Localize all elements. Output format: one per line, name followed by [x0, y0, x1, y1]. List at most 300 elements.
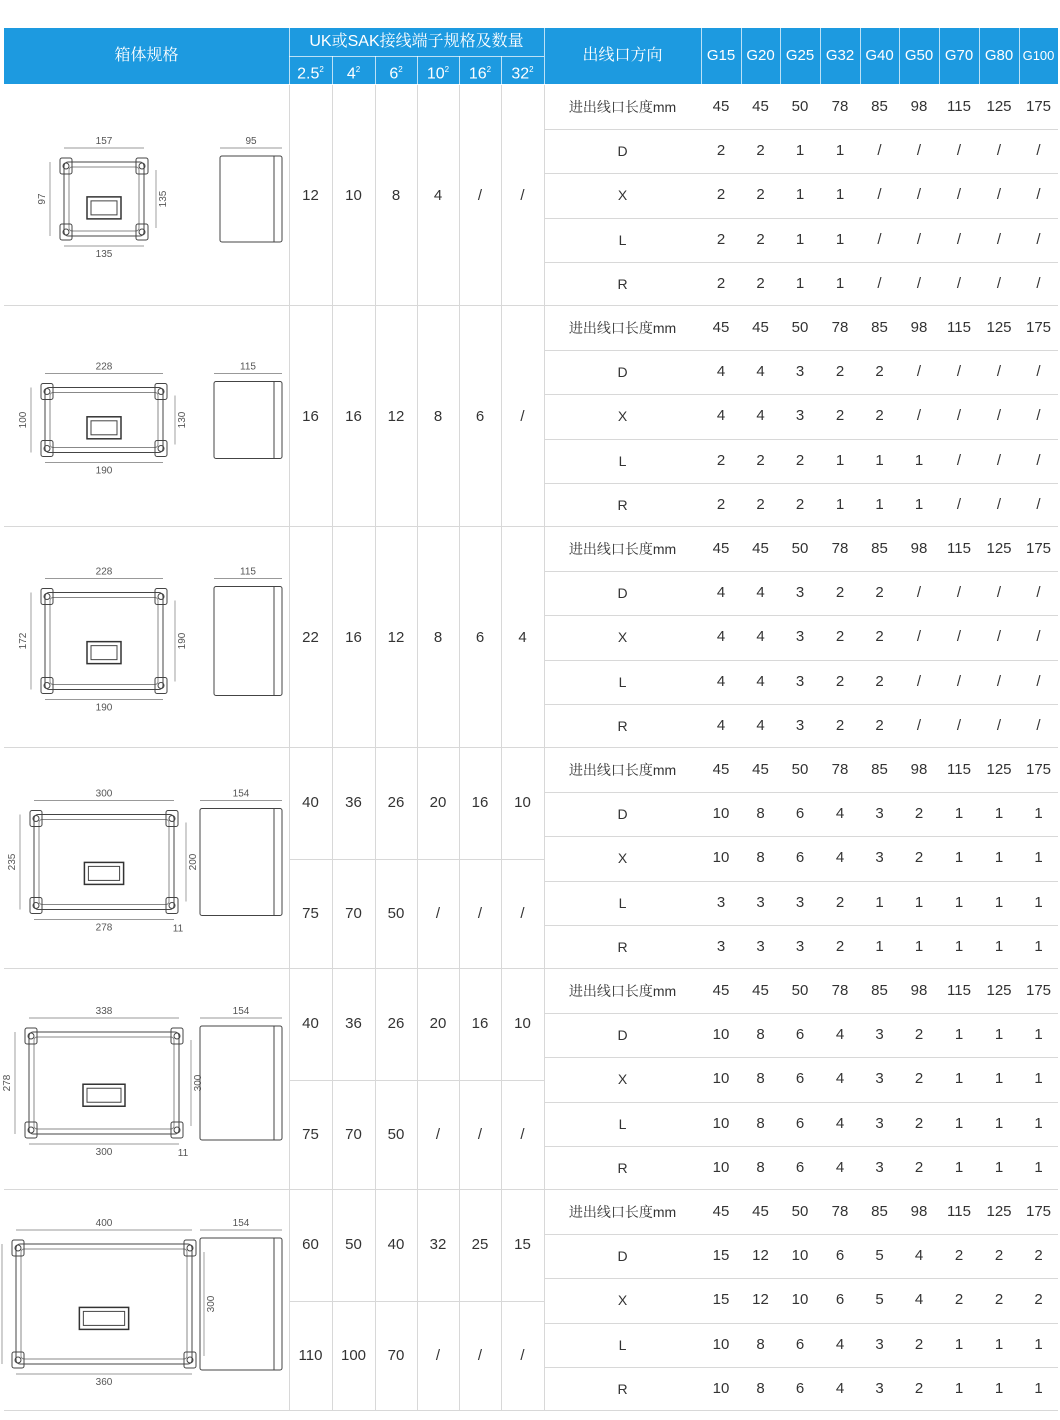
header-divider	[1019, 28, 1020, 84]
left-height-dimension: 97	[37, 193, 48, 205]
gland-qty-cell: 3	[756, 937, 765, 955]
gland-qty-cell: 1	[994, 1026, 1004, 1044]
gland-qty-cell: 3	[875, 1335, 884, 1353]
gland-qty-cell: 6	[795, 1070, 805, 1088]
enclosure-drawing	[4, 750, 286, 968]
gland-qty-cell: 1	[914, 495, 924, 513]
gland-qty-cell: /	[1036, 672, 1041, 690]
terminal-qty-cell: 36	[345, 794, 362, 811]
gland-qty-cell: 3	[716, 893, 726, 911]
gland-qty-cell: 2	[756, 230, 765, 248]
gland-qty-cell: /	[996, 407, 1002, 425]
gland-qty-cell: 1	[1034, 1070, 1043, 1088]
terminal-qty-cell: 110	[298, 1346, 323, 1364]
gland-qty-cell: 4	[716, 672, 726, 690]
gland-qty-cell: /	[916, 186, 922, 204]
gland-qty-cell: 1	[795, 274, 805, 292]
gland-qty-cell: 175	[1025, 1203, 1052, 1220]
gland-qty-cell: /	[996, 628, 1002, 646]
header-gland-size: G40	[865, 47, 894, 64]
gland-qty-cell: 2	[914, 1158, 924, 1176]
outlet-row-label: 进出线口长度mm	[568, 541, 677, 557]
terminal-qty-cell: /	[477, 1346, 483, 1364]
gland-qty-cell: 4	[756, 672, 765, 690]
gland-qty-cell: /	[996, 672, 1002, 690]
gland-qty-cell: 78	[831, 761, 849, 778]
gland-qty-cell: 98	[910, 1203, 928, 1220]
gland-qty-cell: 6	[795, 805, 805, 823]
gland-qty-cell: /	[996, 495, 1002, 513]
gland-qty-cell: 2	[1034, 1247, 1043, 1265]
gland-qty-cell: 115	[947, 540, 971, 557]
gland-qty-cell: 4	[835, 1379, 845, 1397]
terminal-qty-cell: 6	[475, 629, 485, 646]
outlet-row-label: L	[618, 231, 627, 248]
gland-qty-cell: 6	[835, 1291, 845, 1309]
header-terminal-size	[417, 56, 459, 84]
gland-qty-cell: 1	[954, 1158, 964, 1176]
gland-qty-cell: 4	[835, 1335, 845, 1353]
gland-qty-cell: 8	[756, 1026, 765, 1044]
outlet-row-label: X	[617, 629, 628, 646]
header-terminal-size	[332, 56, 375, 84]
gland-qty-cell: 6	[795, 1379, 805, 1397]
right-height-dimension: 190	[177, 632, 188, 650]
gland-qty-cell: 1	[954, 805, 964, 823]
gland-qty-cell: /	[877, 186, 882, 204]
header-divider	[417, 56, 418, 84]
header-divider	[939, 28, 940, 84]
gland-qty-cell: /	[1036, 230, 1041, 248]
gland-qty-cell: 2	[954, 1291, 964, 1309]
gland-qty-cell: 45	[712, 982, 730, 999]
gland-qty-cell: 4	[756, 628, 765, 646]
gland-qty-cell: 2	[835, 628, 845, 646]
outlet-row-label: L	[618, 452, 627, 469]
gland-qty-cell: 85	[871, 761, 888, 778]
gland-qty-cell: 4	[835, 1026, 845, 1044]
gland-qty-cell: 45	[712, 540, 730, 557]
header-terminal-group: UK或SAK接线端子规格及数量	[309, 33, 524, 50]
terminal-qty-cell: 15	[514, 1236, 531, 1253]
gland-qty-cell: 6	[795, 1335, 805, 1353]
terminal-qty-cell: 8	[391, 187, 401, 204]
gland-qty-cell: 3	[795, 893, 805, 911]
outlet-row-label: X	[617, 187, 628, 204]
gland-qty-cell: 1	[1034, 805, 1043, 823]
terminal-size-exp: 2	[355, 65, 361, 74]
gland-qty-cell: 6	[795, 1026, 805, 1044]
gland-qty-cell: 45	[712, 1203, 730, 1220]
gland-qty-cell: 10	[712, 805, 730, 823]
gland-qty-cell: 6	[795, 1114, 805, 1132]
terminal-qty-cell: 12	[302, 187, 319, 204]
gland-qty-cell: /	[916, 584, 922, 602]
bottom-dimension: 135	[95, 249, 113, 260]
terminal-qty-cell: /	[520, 904, 525, 922]
gland-qty-cell: /	[916, 363, 922, 381]
gland-qty-cell: 98	[910, 982, 928, 999]
gland-qty-cell: 45	[752, 982, 769, 999]
side-depth-dimension: 154	[232, 1006, 250, 1017]
gland-qty-cell: /	[956, 495, 962, 513]
gland-qty-cell: 1	[914, 893, 924, 911]
gland-qty-cell: 2	[795, 451, 805, 469]
gland-qty-cell: 8	[756, 1070, 765, 1088]
gland-qty-cell: 1	[994, 1335, 1004, 1353]
gland-qty-cell: 1	[1034, 1026, 1043, 1044]
header-divider	[820, 28, 821, 84]
bottom-dimension: 360	[95, 1377, 113, 1388]
gland-qty-cell: 2	[756, 142, 765, 160]
gland-qty-cell: 1	[954, 893, 964, 911]
gland-qty-cell: 1	[835, 274, 845, 292]
gland-qty-cell: 1	[994, 1114, 1004, 1132]
gland-qty-cell: /	[996, 274, 1002, 292]
left-height-dimension: 100	[18, 411, 29, 429]
gland-qty-cell: 1	[954, 937, 964, 955]
gland-qty-cell: 175	[1025, 761, 1052, 778]
gland-qty-cell: 1	[1034, 1114, 1043, 1132]
gland-qty-cell: 1	[994, 937, 1004, 955]
terminal-qty-cell: 70	[345, 904, 362, 922]
terminal-qty-cell: 36	[345, 1015, 362, 1032]
gland-qty-cell: 1	[954, 1114, 964, 1132]
gland-qty-cell: 1	[875, 893, 884, 911]
gland-qty-cell: 1	[1034, 1379, 1043, 1397]
gland-qty-cell: 2	[716, 142, 726, 160]
gland-qty-cell: 8	[756, 1379, 765, 1397]
terminal-qty-cell: 16	[471, 794, 489, 811]
gland-qty-cell: 4	[835, 1070, 845, 1088]
terminal-qty-cell: 10	[514, 1015, 531, 1032]
gland-qty-cell: /	[996, 142, 1002, 160]
gland-qty-cell: 115	[947, 319, 971, 336]
terminal-qty-cell: /	[520, 408, 525, 425]
gland-qty-cell: 50	[791, 98, 809, 115]
gland-qty-cell: 4	[835, 849, 845, 867]
terminal-size-base: 6	[389, 65, 399, 83]
width-dimension: 228	[95, 361, 113, 373]
outlet-row-label: R	[617, 1380, 628, 1397]
gland-qty-cell: 1	[1034, 893, 1043, 911]
gland-qty-cell: /	[956, 142, 962, 160]
gland-qty-cell: 8	[756, 805, 765, 823]
gland-qty-cell: /	[877, 230, 882, 248]
terminal-qty-cell: /	[435, 1125, 441, 1143]
gland-qty-cell: 85	[871, 982, 888, 999]
gland-qty-cell: 3	[875, 849, 884, 867]
terminal-qty-cell: 10	[514, 794, 531, 811]
outlet-row-label: 进出线口长度mm	[568, 762, 677, 778]
header-gland-size: G50	[904, 47, 934, 64]
gland-qty-cell: 4	[835, 1158, 845, 1176]
gland-qty-cell: /	[1036, 142, 1041, 160]
gland-qty-cell: 2	[716, 186, 726, 204]
gland-qty-cell: 3	[795, 672, 805, 690]
terminal-qty-cell: 40	[302, 1015, 319, 1032]
gland-qty-cell: 175	[1025, 982, 1052, 999]
outlet-row-label: R	[617, 496, 628, 513]
width-dimension: 400	[95, 1218, 113, 1229]
side-depth-dimension: 115	[240, 361, 256, 373]
gland-qty-cell: 4	[914, 1247, 924, 1265]
gland-qty-cell: 10	[712, 1026, 730, 1044]
gland-qty-cell: 78	[831, 98, 849, 115]
gland-qty-cell: 45	[752, 98, 769, 115]
gland-qty-cell: 2	[835, 937, 845, 955]
outlet-row-label: D	[617, 143, 628, 160]
gland-qty-cell: 2	[716, 230, 726, 248]
gland-qty-cell: 50	[791, 1203, 809, 1220]
width-dimension: 338	[95, 1006, 113, 1017]
outlet-row-label: 进出线口长度mm	[568, 99, 677, 115]
outlet-row-label: L	[618, 894, 627, 911]
terminal-qty-cell: /	[435, 1346, 441, 1364]
gland-qty-cell: 3	[875, 1070, 884, 1088]
gland-qty-cell: 2	[756, 274, 765, 292]
outlet-row-label: D	[617, 806, 628, 823]
terminal-qty-cell: 50	[387, 904, 405, 922]
gland-qty-cell: 3	[795, 363, 805, 381]
gland-qty-cell: 10	[712, 1335, 730, 1353]
terminal-qty-cell: 75	[302, 904, 319, 922]
gland-qty-cell: 2	[914, 1379, 924, 1397]
gland-qty-cell: 2	[875, 407, 884, 425]
enclosure-drawing	[4, 87, 286, 305]
enclosure-drawing	[4, 308, 286, 526]
gland-qty-cell: 2	[756, 495, 765, 513]
flange-dimension: 11	[177, 1148, 189, 1159]
gland-qty-cell: 2	[835, 584, 845, 602]
terminal-qty-cell: 100	[340, 1346, 367, 1364]
gland-qty-cell: 6	[795, 1158, 805, 1176]
gland-qty-cell: 45	[712, 761, 730, 778]
gland-qty-cell: 4	[756, 584, 765, 602]
side-depth-dimension: 154	[232, 1218, 250, 1229]
gland-qty-cell: 1	[914, 937, 924, 955]
gland-qty-cell: 5	[875, 1291, 884, 1309]
gland-qty-cell: /	[916, 672, 922, 690]
terminal-size-base: 4	[346, 65, 356, 83]
gland-qty-cell: 85	[871, 540, 888, 557]
header-divider	[741, 28, 742, 84]
gland-qty-cell: 2	[875, 363, 884, 381]
gland-qty-cell: /	[956, 672, 962, 690]
header-divider	[459, 56, 460, 84]
gland-qty-cell: 2	[835, 672, 845, 690]
terminal-size-base: 2.5	[297, 65, 320, 83]
outlet-row-label: D	[617, 1248, 628, 1265]
gland-qty-cell: 1	[835, 186, 845, 204]
gland-qty-cell: 98	[910, 98, 928, 115]
gland-qty-cell: 4	[756, 407, 765, 425]
terminal-qty-cell: 12	[387, 408, 405, 425]
gland-qty-cell: /	[877, 142, 882, 160]
gland-qty-cell: 115	[947, 98, 971, 115]
outlet-row-label: R	[617, 938, 628, 955]
bottom-dimension: 190	[95, 465, 113, 477]
header-divider	[544, 28, 545, 84]
gland-qty-cell: 1	[954, 1070, 964, 1088]
gland-qty-cell: /	[996, 584, 1002, 602]
right-height-dimension: 200	[188, 853, 199, 871]
gland-qty-cell: /	[996, 230, 1002, 248]
gland-qty-cell: 1	[875, 495, 884, 513]
gland-qty-cell: 45	[752, 761, 769, 778]
gland-qty-cell: 1	[835, 495, 845, 513]
gland-qty-cell: 15	[712, 1247, 730, 1265]
gland-qty-cell: /	[996, 716, 1002, 734]
terminal-qty-cell: 22	[302, 629, 319, 646]
gland-qty-cell: 50	[791, 319, 809, 336]
terminal-qty-cell: 4	[518, 629, 527, 646]
gland-qty-cell: 1	[1034, 1158, 1043, 1176]
terminal-qty-cell: 40	[387, 1236, 405, 1253]
outlet-row-label: L	[618, 673, 627, 690]
terminal-qty-cell: 8	[433, 629, 443, 646]
gland-qty-cell: 1	[835, 451, 845, 469]
gland-qty-cell: /	[1036, 363, 1041, 381]
gland-qty-cell: 1	[875, 937, 884, 955]
gland-qty-cell: 3	[795, 937, 805, 955]
gland-qty-cell: 5	[875, 1247, 884, 1265]
gland-qty-cell: 78	[831, 1203, 849, 1220]
gland-qty-cell: 4	[756, 363, 765, 381]
gland-qty-cell: 1	[994, 1070, 1004, 1088]
gland-qty-cell: /	[956, 451, 962, 469]
gland-qty-cell: /	[1036, 495, 1041, 513]
gland-qty-cell: 2	[835, 716, 845, 734]
gland-qty-cell: /	[916, 628, 922, 646]
gland-qty-cell: /	[1036, 407, 1041, 425]
outlet-row-label: R	[617, 717, 628, 734]
gland-qty-cell: /	[956, 230, 962, 248]
header-divider	[289, 56, 544, 57]
gland-qty-cell: 125	[986, 982, 1012, 999]
gland-qty-cell: /	[956, 186, 962, 204]
header-terminal-size	[501, 56, 544, 84]
gland-qty-cell: 1	[835, 142, 845, 160]
gland-qty-cell: 1	[994, 1158, 1004, 1176]
header-gland-size: G100	[1022, 48, 1055, 63]
terminal-qty-cell: /	[477, 1125, 483, 1143]
header-terminal-size	[289, 56, 332, 84]
gland-qty-cell: 4	[756, 716, 765, 734]
terminal-qty-cell: 50	[387, 1125, 405, 1143]
terminal-qty-cell: 16	[345, 408, 362, 425]
gland-qty-cell: 10	[712, 849, 730, 867]
gland-qty-cell: 45	[752, 319, 769, 336]
gland-qty-cell: 125	[986, 761, 1012, 778]
gland-qty-cell: 2	[994, 1291, 1004, 1309]
gland-qty-cell: /	[956, 274, 962, 292]
gland-qty-cell: 98	[910, 319, 928, 336]
gland-qty-cell: 2	[954, 1247, 964, 1265]
gland-qty-cell: 12	[752, 1247, 769, 1265]
gland-qty-cell: 1	[914, 451, 924, 469]
gland-qty-cell: 1	[994, 1379, 1004, 1397]
header-outlet-direction: 出线口方向	[582, 47, 663, 64]
gland-qty-cell: 78	[831, 540, 849, 557]
terminal-qty-cell: /	[520, 1346, 525, 1364]
enclosure-drawing	[4, 971, 286, 1189]
gland-qty-cell: /	[1036, 628, 1041, 646]
bottom-dimension: 300	[95, 1147, 113, 1158]
right-height-dimension: 130	[177, 411, 188, 429]
terminal-qty-cell: 50	[345, 1236, 362, 1253]
width-dimension: 157	[95, 136, 113, 147]
terminal-size-exp: 2	[486, 65, 492, 74]
gland-qty-cell: 85	[871, 98, 888, 115]
enclosure-drawing	[4, 529, 286, 747]
header-terminal-size	[459, 56, 501, 84]
gland-qty-cell: 10	[712, 1114, 730, 1132]
terminal-qty-cell: 20	[429, 794, 447, 811]
gland-qty-cell: /	[916, 230, 922, 248]
header-box-spec: 箱体规格	[114, 47, 179, 64]
outlet-row-label: X	[617, 850, 628, 867]
gland-qty-cell: 98	[910, 761, 928, 778]
gland-qty-cell: 6	[835, 1247, 845, 1265]
gland-qty-cell: 3	[795, 407, 805, 425]
terminal-qty-cell: 25	[471, 1236, 489, 1253]
width-dimension: 300	[95, 788, 113, 800]
terminal-qty-cell: 26	[387, 1015, 405, 1032]
terminal-qty-cell: /	[435, 904, 441, 922]
gland-qty-cell: 3	[875, 1026, 884, 1044]
outlet-row-label: X	[617, 1071, 628, 1088]
gland-qty-cell: 1	[795, 186, 805, 204]
header-divider	[332, 56, 333, 84]
outlet-row-label: R	[617, 1159, 628, 1176]
bottom-dimension: 190	[95, 702, 113, 714]
gland-qty-cell: 1	[994, 893, 1004, 911]
gland-qty-cell: 175	[1025, 319, 1052, 336]
gland-qty-cell: 3	[875, 1158, 884, 1176]
terminal-qty-cell: /	[520, 187, 525, 204]
gland-qty-cell: /	[956, 628, 962, 646]
terminal-qty-cell: 70	[345, 1125, 362, 1143]
gland-qty-cell: 8	[756, 1158, 765, 1176]
gland-qty-cell: 175	[1025, 540, 1052, 557]
gland-qty-cell: /	[996, 363, 1002, 381]
gland-qty-cell: /	[916, 142, 922, 160]
terminal-size-base: 32	[511, 65, 530, 83]
gland-qty-cell: 2	[716, 495, 726, 513]
left-height-dimension: 172	[18, 632, 29, 650]
gland-qty-cell: /	[916, 716, 922, 734]
gland-qty-cell: 50	[791, 982, 809, 999]
gland-qty-cell: 4	[716, 628, 726, 646]
gland-qty-cell: 98	[910, 540, 928, 557]
gland-qty-cell: 45	[712, 319, 730, 336]
gland-qty-cell: 3	[716, 937, 726, 955]
gland-qty-cell: 85	[871, 319, 888, 336]
gland-qty-cell: 4	[835, 1114, 845, 1132]
terminal-qty-cell: /	[520, 1125, 525, 1143]
terminal-size-exp: 2	[319, 65, 324, 74]
left-height-dimension: 278	[2, 1074, 13, 1092]
header-gland-size: G70	[944, 47, 974, 64]
terminal-size-base: 10	[426, 65, 445, 83]
terminal-qty-cell: 12	[387, 629, 405, 646]
side-depth-dimension: 95	[245, 136, 257, 147]
gland-qty-cell: /	[1036, 186, 1041, 204]
gland-qty-cell: /	[996, 186, 1002, 204]
flange-dimension: 11	[172, 923, 184, 935]
gland-qty-cell: 8	[756, 1335, 765, 1353]
